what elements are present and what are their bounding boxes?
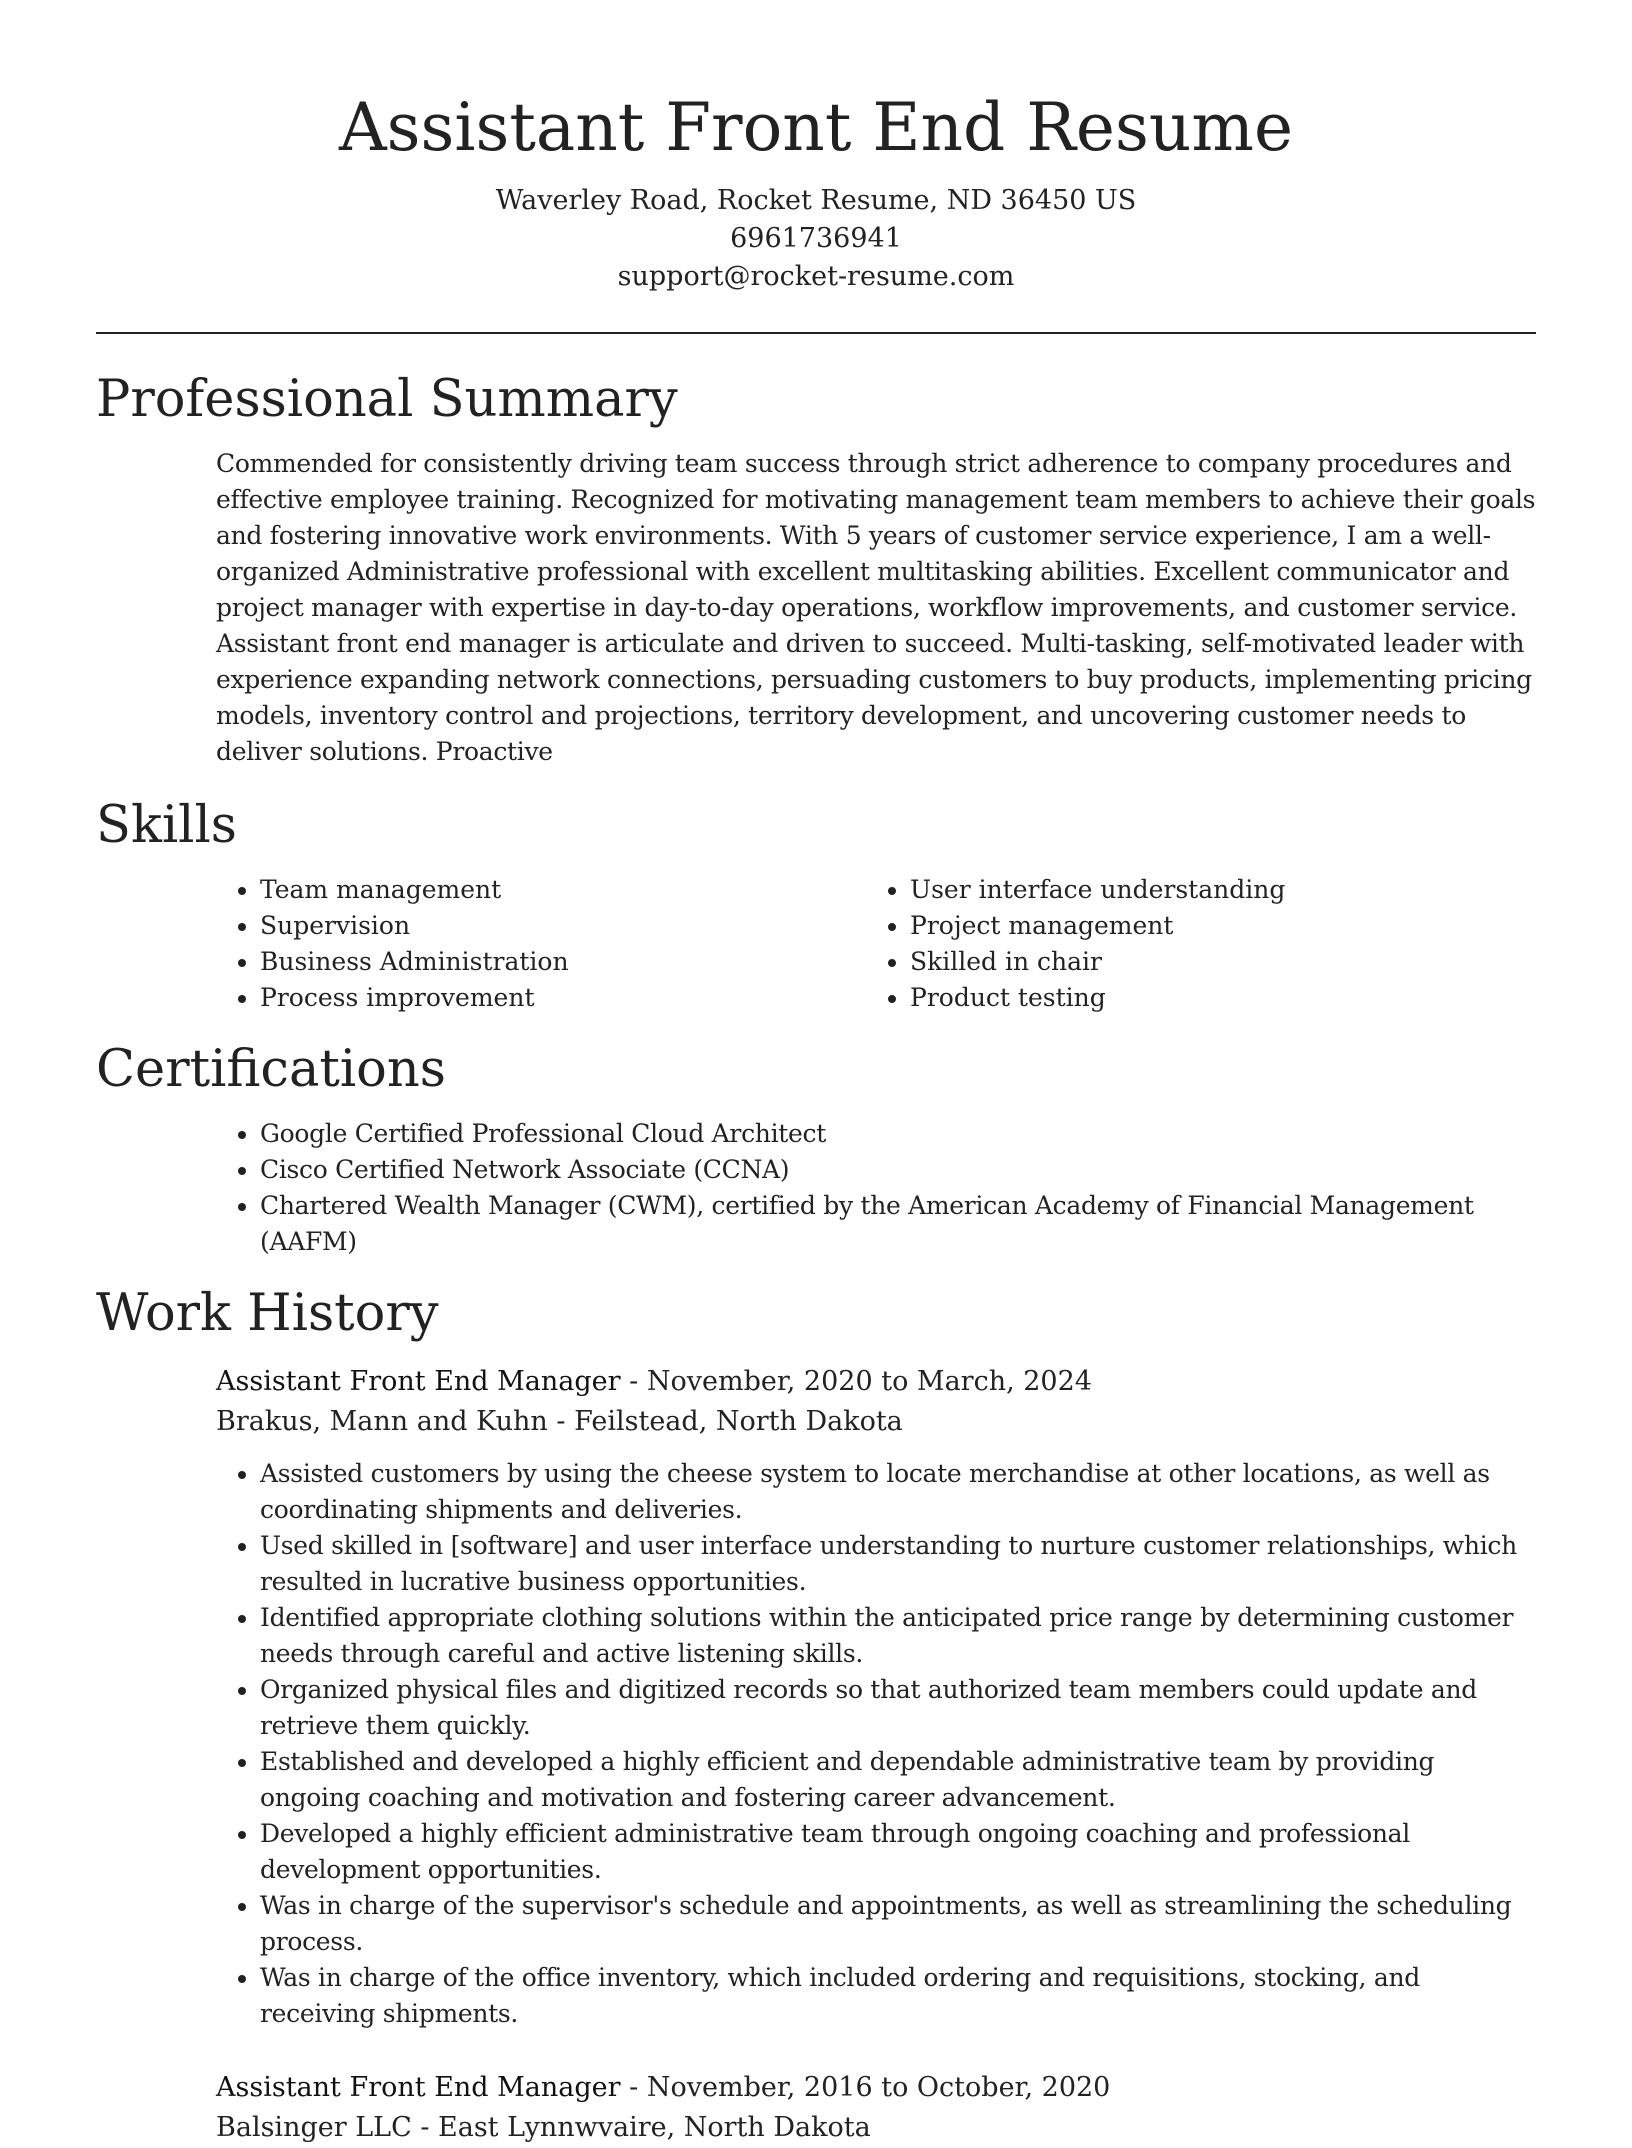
- contact-email: support@rocket-resume.com: [617, 261, 1015, 292]
- skill-item: • Process improvement: [260, 980, 866, 1016]
- certifications-heading: Certifications: [96, 1040, 446, 1099]
- resume-title: Assistant Front End Resume: [338, 89, 1294, 166]
- skills-list-right: [866, 872, 1516, 1016]
- job-title: Assistant Front End Manager: [216, 1366, 621, 1397]
- job-company: Balsinger LLC: [216, 2112, 412, 2143]
- job-duty: • Established and developed a highly efficient and dependable administrative team by providing ongoing coaching and motivation and fostering career advancement.: [260, 1744, 1536, 1816]
- job-title: Assistant Front End Manager: [216, 2072, 621, 2103]
- summary-text: Commended for consistently driving team success through strict adherence to company procedures and effective employee training. Recognized for motivating management team members to achieve their goals and fostering innovative work environments. With 5 years of customer service experience, I am a well-organized Administrative professional with excellent multitasking abilities. Excellent communicator and project manager with expertise in day-to-day operations, workflow improvements, and customer service. Assistant front end manager is articulate and driven to succeed. Multi-tasking, self-motivated leader with experience expanding network connections, persuading customers to buy products, implementing pricing models, inventory control and projections, territory development, and uncovering customer needs to deliver solutions. Proactive: [216, 449, 1536, 766]
- skill-item: • Skilled in chair: [910, 944, 1516, 980]
- skill-item: • Product testing: [910, 980, 1516, 1016]
- job-location: - East Lynnwvaire, North Dakota: [411, 2112, 871, 2143]
- certification-item: • Cisco Certified Network Associate (CCNA): [260, 1152, 1536, 1188]
- summary-heading: Professional Summary: [96, 370, 678, 429]
- job-duty: • Assisted customers by using the cheese system to locate merchandise at other locations, as well as coordinating shipments and deliveries.: [260, 1456, 1536, 1528]
- skills-list-left: [216, 872, 866, 1016]
- skill-item: • Supervision: [260, 908, 866, 944]
- job-entry: [216, 1362, 1536, 2032]
- resume-page: [96, 0, 1536, 2148]
- contact-block: [96, 182, 1536, 296]
- job-company-line: [216, 2108, 1536, 2148]
- contact-address: Waverley Road, Rocket Resume, ND 36450 US: [495, 185, 1137, 216]
- skill-item: • User interface understanding: [910, 872, 1516, 908]
- work-history-heading: Work History: [96, 1284, 439, 1343]
- job-duty: • Was in charge of the office inventory, which included ordering and requisitions, stocking, and receiving shipments.: [260, 1960, 1536, 2032]
- skill-item: • Team management: [260, 872, 866, 908]
- job-dates: - November, 2016 to October, 2020: [620, 2072, 1111, 2103]
- job-location: - Feilstead, North Dakota: [547, 1406, 903, 1437]
- certification-item: • Chartered Wealth Manager (CWM), certified by the American Academy of Financial Management (AAFM): [260, 1188, 1536, 1260]
- skill-item: • Business Administration: [260, 944, 866, 980]
- job-title-line: [216, 1362, 1536, 1402]
- certifications-list: [216, 1116, 1536, 1260]
- job-company-line: [216, 1402, 1536, 1442]
- contact-phone: 6961736941: [730, 223, 902, 254]
- job-duty: • Was in charge of the supervisor's schedule and appointments, as well as streamlining the scheduling process.: [260, 1888, 1536, 1960]
- skills-grid: [216, 872, 1536, 1016]
- job-duty: • Organized physical files and digitized records so that authorized team members could update and retrieve them quickly.: [260, 1672, 1536, 1744]
- header-divider: [96, 332, 1536, 334]
- certification-item: • Google Certified Professional Cloud Architect: [260, 1116, 1536, 1152]
- job-company: Brakus, Mann and Kuhn: [216, 1406, 548, 1437]
- skill-item: • Project management: [910, 908, 1516, 944]
- job-duty: • Developed a highly efficient administrative team through ongoing coaching and professional development opportunities.: [260, 1816, 1536, 1888]
- job-duty: • Identified appropriate clothing solutions within the anticipated price range by determining customer needs through careful and active listening skills.: [260, 1600, 1536, 1672]
- job-title-line: [216, 2068, 1536, 2108]
- job-entry: [216, 2068, 1536, 2148]
- job-duty: • Used skilled in [software] and user interface understanding to nurture customer relationships, which resulted in lucrative business opportunities.: [260, 1528, 1536, 1600]
- skills-heading: Skills: [96, 796, 237, 855]
- job-dates: - November, 2020 to March, 2024: [620, 1366, 1092, 1397]
- job-duties-list: [216, 1456, 1536, 2032]
